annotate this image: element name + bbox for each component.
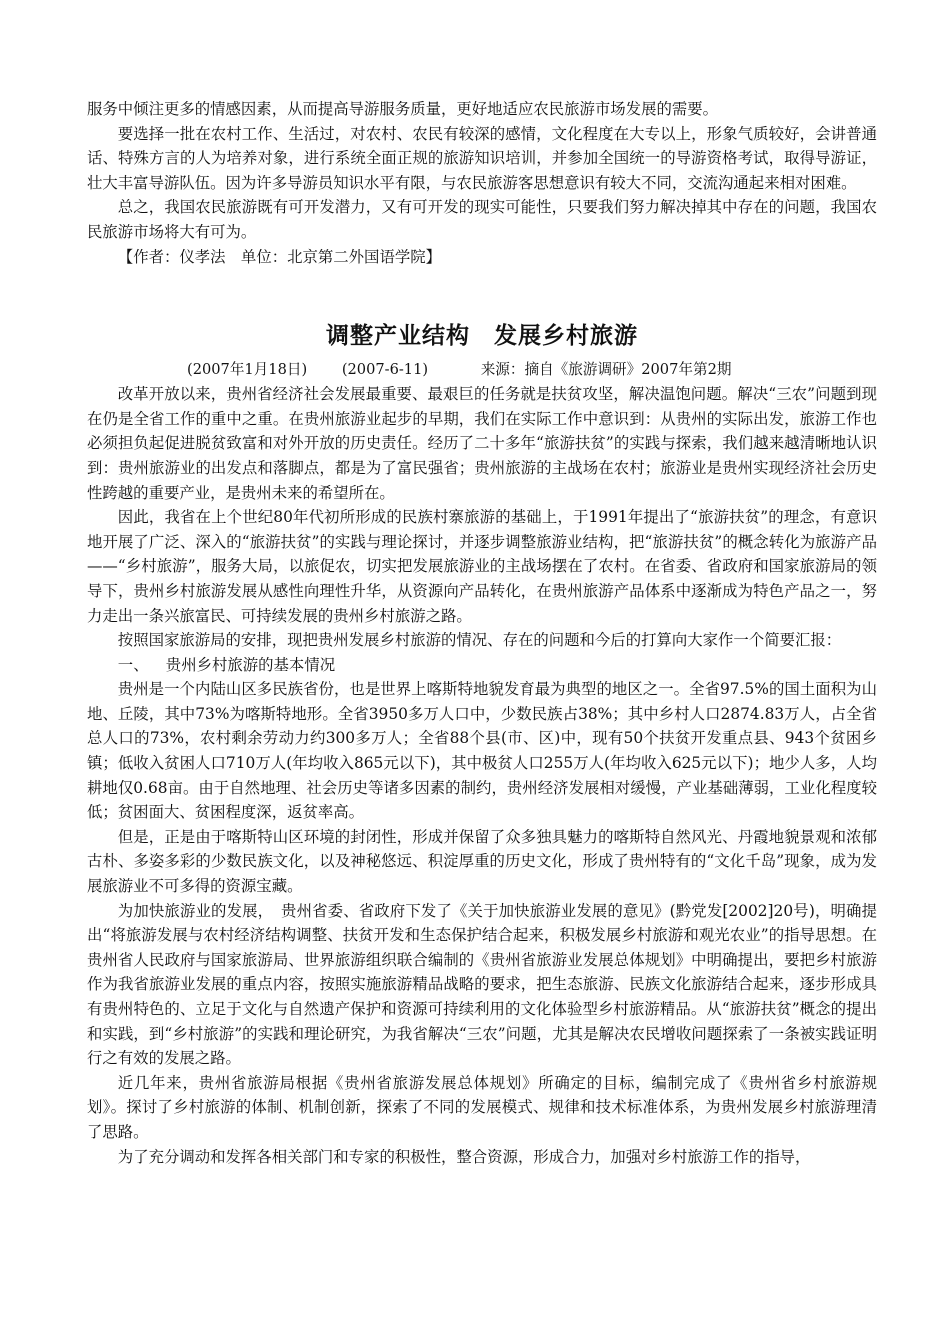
paragraph: 为了充分调动和发挥各相关部门和专家的积极性，整合资源，形成合力，加强对乡村旅游工作的指导， xyxy=(117,1147,811,1166)
paragraph: 近几年来，贵州省旅游局根据《贵州省旅游发展总体规划》所确定的目标，编制完成了《贵州省乡村旅游规划》。探讨了乡村旅游的体制、机制创新，探索了不同的发展模式、规律和技术标准体系，为贵州发展乡村旅游理清了思路。 xyxy=(87,1073,877,1141)
paragraph: 总之，我国农民旅游既有可开发潜力，又有可开发的现实可能性，只要我们努力解决掉其中存在的问题，我国农民旅游市场将大有可为。 xyxy=(87,198,877,241)
article-title: 调整产业结构 发展乡村旅游 xyxy=(326,323,638,350)
section-heading xyxy=(87,653,877,678)
paragraph: 贵州是一个内陆山区多民族省份，也是世界上喀斯特地貌发育最为典型的地区之一。全省97.5%的国土面积为山地、丘陵，其中73%为喀斯特地形。全省3950多万人口中，少数民族占38%；其中乡村人口2874.83万人，占全省总人口的73%，农村剩余劳动力约300多万人；全省88个县(市、区)中，现有50个扶贫开发重点县、943个贫困乡镇；低收入贫困人口710万人(年均收入865元以下)，其中极贫人口255万人(年均收入625元以下)；地少人多，人均耕地仅0.68亩。由于自然地理、社会历史等诸多因素的制约，贵州经济发展相对缓慢，产业基础薄弱，工业化程度较低；贫困面大、贫困程度深，返贫率高。 xyxy=(87,680,877,822)
article-date: (2007年1月18日) xyxy=(187,361,308,379)
article-source: 来源：摘自《旅游调研》2007年第2期 xyxy=(480,361,732,379)
paragraph: 按照国家旅游局的安排，现把贵州发展乡村旅游的情况、存在的问题和今后的打算向大家作一个简要汇报： xyxy=(117,631,842,650)
document-content xyxy=(87,97,877,1169)
paragraph: 为加快旅游业的发展， 贵州省委、省政府下发了《关于加快旅游业发展的意见》(黔党发[2002]20号)，明确提出“将旅游发展与农村经济结构调整、扶贫开发和生态保护结合起来，积极发展乡村旅游和观光农业”的指导思想。在贵州省人民政府与国家旅游局、世界旅游组织联合编制的《贵州省旅游业发展总体规划》中明确提出，要把乡村旅游作为我省旅游业发展的重点内容，按照实施旅游精品战略的要求，把生态旅游、民族文化旅游结合起来，逐步形成具有贵州特色的、立足于文化与自然遗产保护和资源可持续利用的文化体验型乡村旅游精品。从“旅游扶贫”概念的提出和实践，到“乡村旅游”的实践和理论研究，为我省解决“三农”问题，尤其是解决农民增收问题探索了一条被实践证明行之有效的发展之路。 xyxy=(87,901,877,1068)
article-meta xyxy=(87,358,877,382)
paragraph: 改革开放以来，贵州省经济社会发展最重要、最艰巨的任务就是扶贫攻坚，解决温饱问题。解决“三农”问题到现在仍是全省工作的重中之重。在贵州旅游业起步的早期，我们在实际工作中意识到：从贵州的实际出发，旅游工作也必须担负起促进脱贫致富和对外开放的历史责任。经历了二十多年“旅游扶贫”的实践与探索，我们越来越清晰地认识到：贵州旅游业的出发点和落脚点，都是为了富民强省；贵州旅游的主战场在农村；旅游业是贵州实现经济社会历史性跨越的重要产业，是贵州未来的希望所在。 xyxy=(87,385,877,502)
article xyxy=(87,320,877,1169)
article-date-numeric: (2007-6-11) xyxy=(341,361,429,379)
paragraph: 因此，我省在上个世纪80年代初所形成的民族村寨旅游的基础上，于1991年提出了“旅游扶贫”的理念，有意识地开展了广泛、深入的“旅游扶贫”的实践与理论探讨，并逐步调整旅游业结构，把“旅游扶贫”的概念转化为旅游产品——“乡村旅游”，服务大局，以旅促农，切实把发展旅游业的主战场摆在了农村。在省委、省政府和国家旅游局的领导下，贵州乡村旅游发展从感性向理性升华，从资源向产品转化，在贵州旅游产品体系中逐渐成为特色产品之一，努力走出一条兴旅富民、可持续发展的贵州乡村旅游之路。 xyxy=(87,508,877,625)
paragraph: 但是，正是由于喀斯特山区环境的封闭性，形成并保留了众多独具魅力的喀斯特自然风光、丹霞地貌景观和浓郁古朴、多姿多彩的少数民族文化，以及神秘悠远、积淀厚重的历史文化，形成了贵州特有的“文化千岛”现象，成为发展旅游业不可多得的资源宝藏。 xyxy=(87,827,877,896)
author-line: 【作者：仪孝法 单位：北京第二外国语学院】 xyxy=(117,247,442,266)
section-number: 一、 xyxy=(117,655,149,674)
section-title: 贵州乡村旅游的基本情况 xyxy=(165,655,336,674)
previous-article-tail xyxy=(87,97,877,269)
paragraph: 服务中倾注更多的情感因素，从而提高导游服务质量，更好地适应农民旅游市场发展的需要。 xyxy=(87,100,719,118)
paragraph: 要选择一批在农村工作、生活过，对农村、农民有较深的感情，文化程度在大专以上，形象气质较好，会讲普通话、特殊方言的人为培养对象，进行系统全面正规的旅游知识培训，并参加全国统一的导游资格考试，取得导游证，壮大丰富导游队伍。因为许多导游员知识水平有限，与农民旅游客思想意识有较大不同，交流沟通起来相对困难。 xyxy=(87,124,877,192)
